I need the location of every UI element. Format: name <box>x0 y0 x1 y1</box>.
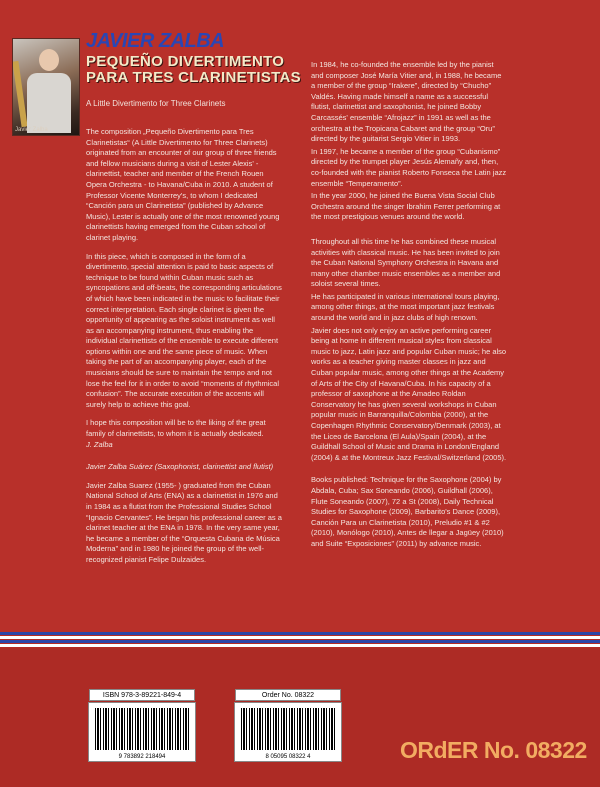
tours-paragraph: He has participated in various international tours playing, among other things, at the most important jazz festivals around the world and in jazz clubs of high renown. <box>311 291 500 323</box>
piece-subtitle: A Little Divertimento for Three Clarinets <box>86 99 226 108</box>
text-column-right <box>311 60 507 558</box>
order-barcode <box>234 692 342 762</box>
title-line-1: PEQUEÑO DIVERTIMENTO <box>86 53 285 70</box>
technique-paragraph: In this piece, which is composed in the form of a divertimento, special attention is paid to basic aspects of technique to be found within Cuban music such as syncopations and off-beats, the corresponding articulations of which have been indicated in the music to facilitate their correct interpretation. Each single clarinet is given the opportunity of appearing as the soloist instrument as well as an accompanying instrument, thus enabling the individual clarinettists of the ensemble to execute different options within one and the same piece of music. When taking the part of an accompanying player, each of the musicians should be sure to maintain the tempo and not lose the feel for it in order to avoid “moments of rhythmical confusion”. The accurate execution of the accents will surely help to achieve this goal. <box>86 251 282 409</box>
isbn-label: ISBN 978-3-89221-849-4 <box>89 689 195 701</box>
isbn-number: 9 783892 218494 <box>118 754 166 760</box>
title-line-2: PARA TRES CLARINETISTAS <box>86 69 301 86</box>
order-number-large: ORdER No. 08322 <box>400 737 587 763</box>
career-paragraph-2: In 1997, he became a member of the group “Cubanismo” directed by the trumpet player Jesús Alemañy and, then, co-founded with the pianist Roberto Fonseca the Latin jazz ensemble “Temperamento”. <box>311 146 507 188</box>
bio-paragraph: Javier Zalba Suarez (1955- ) graduated from the Cuban National School of Arts (ENA) as a clarinettist in 1976 and in 1984 as a flutist from the Professional Studies School “Ignacio Cervantes”. He began his professional career as a clarinet teacher at the ENA in 1978. In the very same year, he became a member of the “Orquesta Cubana de Música Moderna” and in 1980 he joined the group of the well-recognized pianist Felipe Dulzaides. <box>86 480 282 564</box>
composer-photo <box>12 38 80 136</box>
order-barcode-number: 8 05095 08322 4 <box>265 754 311 760</box>
classical-paragraph: Throughout all this time he has combined these musical activities with classical music. He has been invited to join the Cuban National Symphony Orchestra in Havana and many other chamber music ensembles as a member and soloist several times. <box>311 236 501 289</box>
signature: J. Zalba <box>86 439 113 449</box>
text-column-left <box>86 127 282 574</box>
composer-name: JAVIER ZALBA <box>86 30 225 52</box>
decorative-stripes <box>0 632 600 648</box>
intro-paragraph: The composition „Pequeño Divertimento para Tres Clarinetistas“ (A Little Divertimento for Three Clarinets) originated from an encounter of our group of three friends and fellow musicians during a visit of Lester Alexis' - clarinettist, teacher and member of the French Rouen Opera Orchestra - to Havana/Cuba in 2010. A student of Professor Vicente Monterrey's, to whom I dedicated “Canción para un Clarinetista” (published by Advance Music), Lester is actually one of the most renowned young clarinettists having emerged from the Cuban school of clarinet playing. <box>86 127 280 242</box>
bio-heading: Javier Zalba Suárez (Saxophonist, clarinettist and flutist) <box>86 462 274 472</box>
isbn-barcode <box>88 692 196 762</box>
order-label: Order No. 08322 <box>235 689 341 701</box>
career-paragraph-1: In 1984, he co-founded the ensemble led by the pianist and composer José María Vitier and, in 1988, he became a member of the group “Irakere”, directed by “Chucho” Valdés. Having made himself a name as a successful flutist, clarinettist and saxophonist, he joined Bobby Carcassés' ensemble “Afrojazz” in 1991 as well as the orchestra at the Tropicana Cabaret and the group “Oru” directed by the guitarist Sergio Vitier in 1993. <box>311 60 502 144</box>
books-paragraph: Books published: Technique for the Saxophone (2004) by Abdala, Cuba; Sax Soneando (2006), Guildhall (2006), Flute Soneando (2007), 72 a St (2008), Daily Technical Studies for Saxophone (2009), Barbarito's Dance (2009), Canción Para un Clarinetista (2010), Preludio #1 & #2 (2010), Monólogo (2010), Antes de llegar a Jagüey (2010) and Suite “Exposiciones” (2011) by advance music. <box>311 475 504 548</box>
dedication-paragraph: I hope this composition will be to the liking of the great family of clarinettists, to whom it is actually dedicated. J. Zalba <box>86 418 266 449</box>
teaching-paragraph: Javier does not only enjoy an active performing career being at home in different musical styles from classical music to jazz, Latin jazz and popular Cuban music; he also works as a teacher giving master classes in jazz and Cuban popular music, among other things at the Academy of Arts of the City of Havana/Cuba. In his capacity of a professor of saxophone at the Amadeo Roldan Conservatory he has given several workshops in Cuban popular music in Barranquilla/Colombia (2000), at the Copenhagen Rhythmic Conservatory/Denmark (2003), at the Liceo de Barcelona (El Aula)/Spain (2004), at the Guildhall School of Music and Drama in London/England (2004) & at the Montreux Jazz Festival/Switzerland (2005). <box>311 325 507 462</box>
piece-title <box>86 54 301 86</box>
career-paragraph-3: In the year 2000, he joined the Buena Vista Social Club Orchestra around the singer Ibrahim Ferrer performing at the most prestigious venues around the world. <box>311 191 501 222</box>
photo-caption: Javier Zalba <box>15 127 48 133</box>
